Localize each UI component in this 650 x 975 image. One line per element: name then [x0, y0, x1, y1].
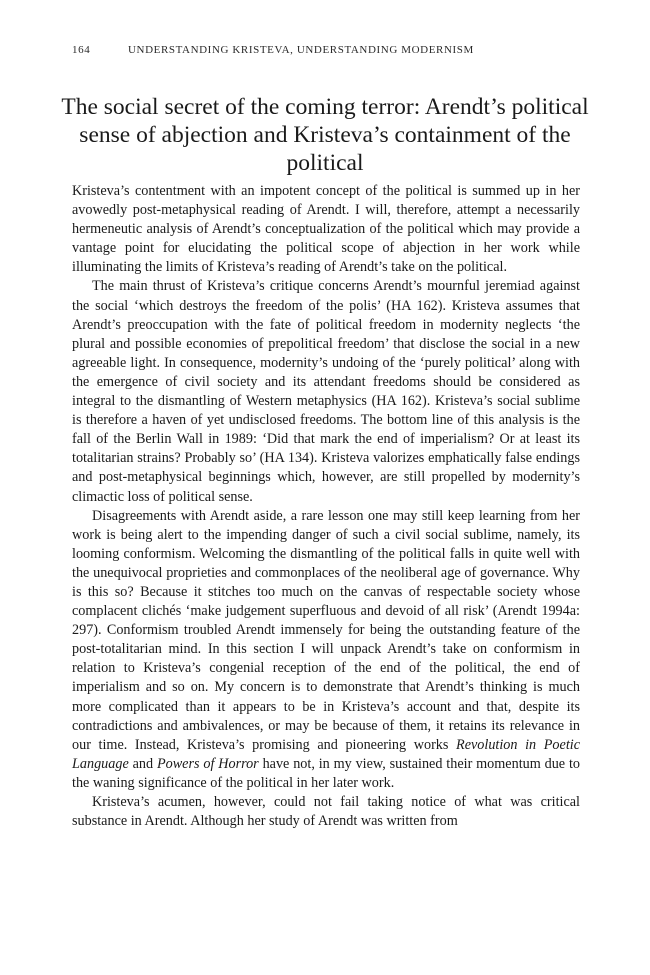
paragraph: [72, 277, 580, 506]
running-title: UNDERSTANDING KRISTEVA, UNDERSTANDING MODERNISM: [128, 44, 474, 56]
running-header: [72, 44, 474, 56]
paragraph-text: Disagreements with Arendt aside, a rare lesson one may still keep learning from her work is being alert to the impending danger of such a civil social sublime, namely, its looming conformism. Welcoming the dismantling of the political falls in quite well with the unequivocal proprieties and commonplaces of the neoliberal age of governance. Why is this so? Because it stitches too much on the canvas of respectable society whose complacent clichés ‘make judgement superfluous and devoid of all risk’ (Arendt 1994a: 297). Conformism troubled Arendt immensely for being the outstanding feature of the post-totalitarian mind. In this section I will unpack Arendt’s take on conformism in relation to Kristeva’s congenial reception of the end of the political, the end of imperialism and so on. My concern is to demonstrate that Arendt’s thinking is much more complicated than it appears to be in Kristeva’s account and that, despite its contradictions and ambivalences, or may be because of them, it retains its relevance in our time. Instead, Kristeva’s promising and pioneering works: [72, 507, 580, 753]
paragraph-text: The main thrust of Kristeva’s critique concerns Arendt’s mournful jeremiad against the social ‘which destroys the freedom of the polis’ (HA 162). Kristeva assumes that Arendt’s preoccupation with the fate of political freedom in modernity neglects ‘the plural and possible economies of prepolitical freedom’ that disclose the social in a new agreeable light. In consequence, modernity’s undoing of the ‘purely political’ along with the emergence of civil society and its attendant freedoms should be considered as integral to the dismantling of Western metaphysics (HA 162). Kristeva’s social sublime is therefore a haven of yet undisclosed freedoms. The bottom line of this analysis is the fall of the Berlin Wall in 1989: ‘Did that mark the end of imperialism? Or at least its totalitarian strains? Probably so’ (HA 134). Kristeva valorizes emphatically false endings and post-metaphysical beginnings which, however, are still propelled by modernity’s climactic loss of political sense.: [72, 278, 580, 505]
italic-title: Powers of Horror: [156, 755, 259, 772]
paragraph-text: and: [128, 755, 157, 772]
paragraph: [72, 507, 580, 793]
paragraph: [72, 793, 580, 831]
section-heading: The social secret of the coming terror: Arendt’s political sense of abjection and Kristeva’s containment of the political: [61, 94, 589, 176]
paragraph: [72, 182, 580, 277]
paragraph-text: Kristeva’s contentment with an impotent concept of the political is summed up in her avowedly post-metaphysical reading of Arendt. I will, therefore, attempt a necessarily hermeneutic analysis of Arendt’s conceptualization of the political which may provide a vantage point for elucidating the political scope of abjection in her work while illuminating the limits of Kristeva’s reading of Arendt’s take on the political.: [72, 183, 580, 276]
page-number: 164: [72, 44, 91, 56]
paragraph-text: have not, in my view, sustained their momentum due to the waning significance of the political in her later work.: [72, 755, 580, 791]
body-text: [72, 182, 580, 831]
paragraph-text: Kristeva’s acumen, however, could not fail taking notice of what was critical substance in Arendt. Although her study of Arendt was written from: [72, 794, 580, 830]
italic-title: Revolution in Poetic Language: [72, 736, 580, 772]
